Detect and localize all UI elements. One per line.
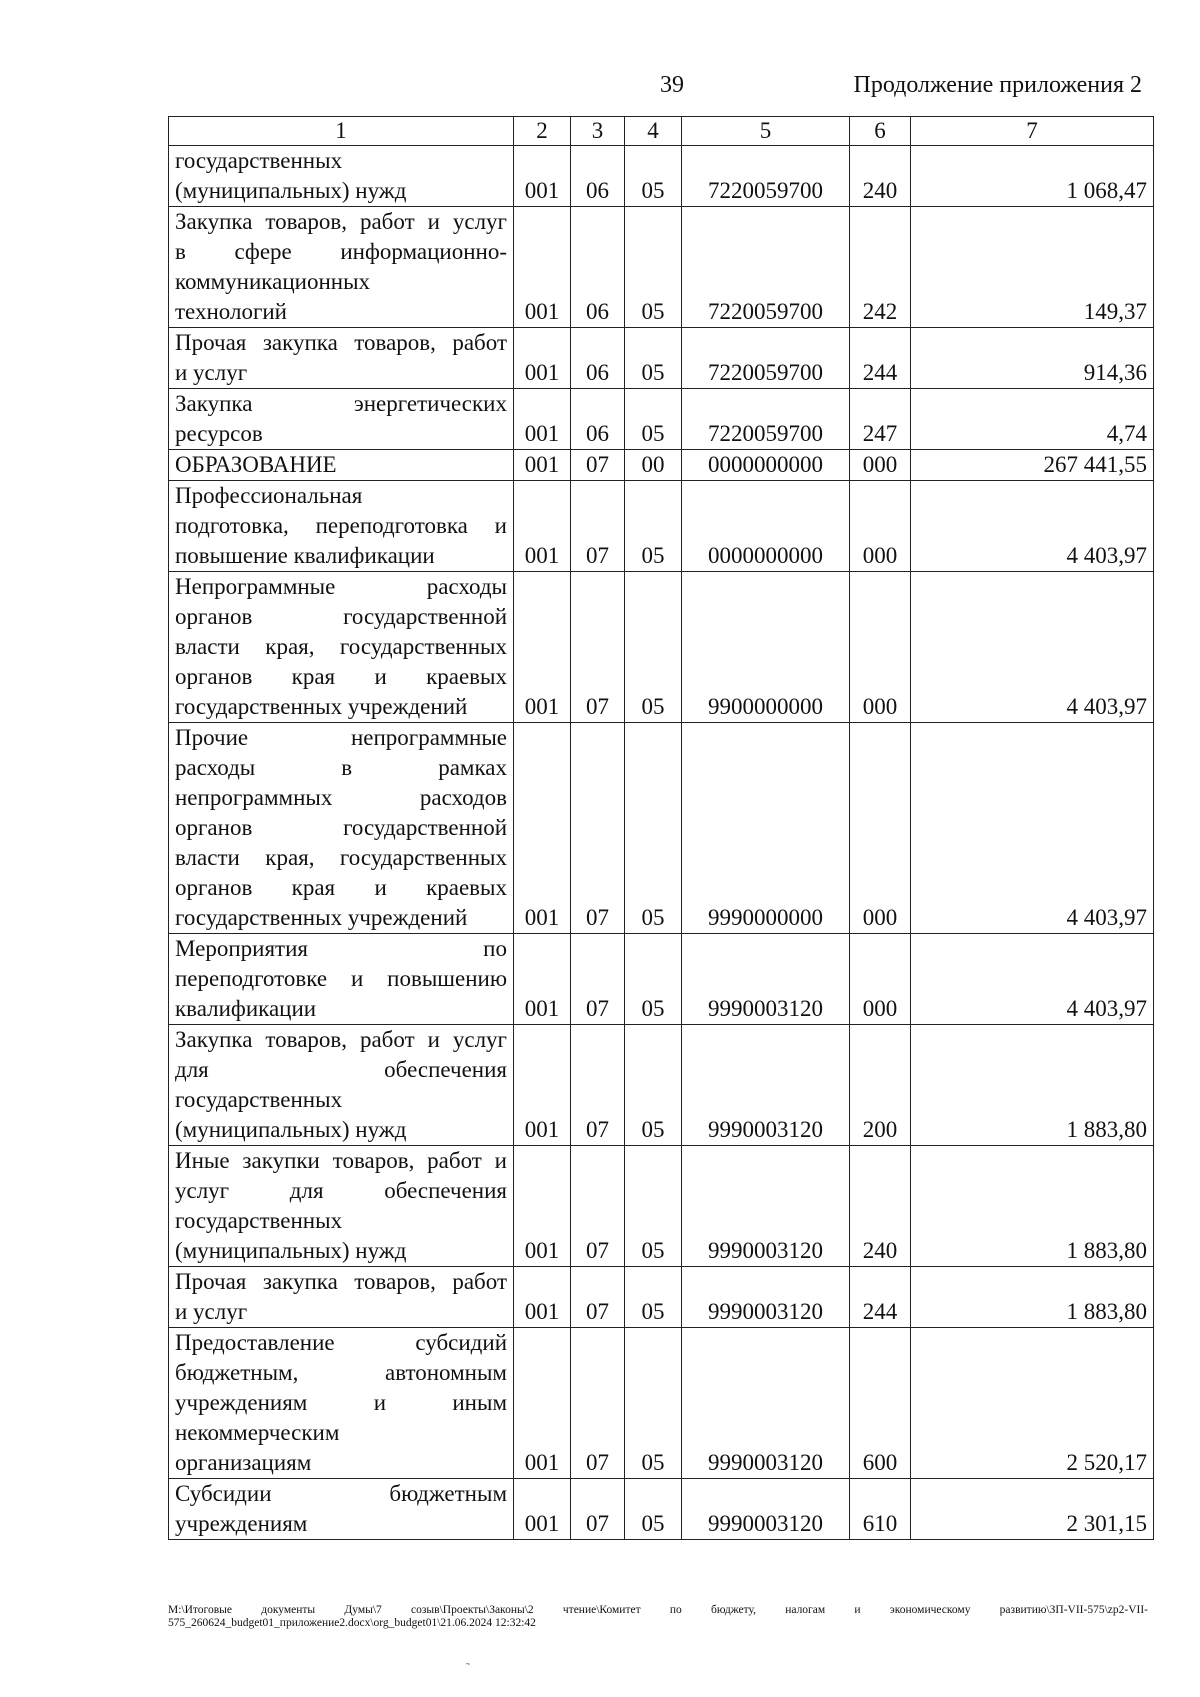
subsection-code: 00 — [625, 450, 682, 481]
section-code: 07 — [571, 934, 625, 1025]
target-article-code: 7220059700 — [682, 146, 850, 207]
target-article-code: 9990003120 — [682, 1479, 850, 1540]
amount: 267 441,55 — [911, 450, 1154, 481]
row-description — [169, 328, 514, 389]
description-line: Прочие непрограммные — [175, 725, 507, 750]
expense-type-code: 000 — [850, 934, 911, 1025]
row-description — [169, 934, 514, 1025]
table-row — [169, 934, 1154, 1025]
subsection-code: 05 — [625, 328, 682, 389]
scan-mark: ˜ — [466, 1660, 470, 1674]
subsection-code: 05 — [625, 934, 682, 1025]
column-header-6: 6 — [850, 117, 911, 146]
section-code: 06 — [571, 389, 625, 450]
column-header-7: 7 — [911, 117, 1154, 146]
description-line: и услуг — [175, 1299, 248, 1324]
row-description — [169, 450, 514, 481]
description-line: государственных — [175, 1208, 343, 1233]
description-line: Закупка товаров, работ и услуг — [175, 1027, 507, 1052]
description-line: некоммерческим — [175, 1420, 340, 1445]
description-line: Профессиональная — [175, 483, 363, 508]
description-line: Непрограммные расходы — [175, 574, 507, 599]
table-row — [169, 723, 1154, 934]
row-description — [169, 1267, 514, 1328]
section-code: 07 — [571, 723, 625, 934]
amount: 2 520,17 — [911, 1328, 1154, 1479]
row-description — [169, 481, 514, 572]
section-code: 06 — [571, 146, 625, 207]
description-line: органов края и краевых — [175, 875, 507, 900]
ministry-code: 001 — [514, 389, 571, 450]
ministry-code: 001 — [514, 934, 571, 1025]
row-description — [169, 1328, 514, 1479]
amount: 4 403,97 — [911, 572, 1154, 723]
table-row — [169, 389, 1154, 450]
expense-type-code: 244 — [850, 328, 911, 389]
amount: 1 883,80 — [911, 1025, 1154, 1146]
description-line: организациям — [175, 1450, 312, 1475]
description-line: технологий — [175, 299, 287, 324]
row-description — [169, 723, 514, 934]
target-article-code: 7220059700 — [682, 389, 850, 450]
description-line: Предоставление субсидий — [175, 1330, 507, 1355]
ministry-code: 001 — [514, 450, 571, 481]
expense-type-code: 247 — [850, 389, 911, 450]
description-line: в сфере информационно- — [175, 239, 507, 264]
ministry-code: 001 — [514, 1146, 571, 1267]
description-line: Закупка товаров, работ и услуг — [175, 209, 507, 234]
table-header-row — [169, 117, 1154, 146]
section-code: 07 — [571, 1479, 625, 1540]
target-article-code: 9990003120 — [682, 1267, 850, 1328]
description-line: власти края, государственных — [175, 634, 507, 659]
subsection-code: 05 — [625, 1025, 682, 1146]
table-row — [169, 207, 1154, 328]
table-row — [169, 481, 1154, 572]
expense-type-code: 200 — [850, 1025, 911, 1146]
subsection-code: 05 — [625, 146, 682, 207]
budget-table — [168, 116, 1154, 1540]
description-line: для обеспечения — [175, 1057, 507, 1082]
table-body — [169, 146, 1154, 1540]
expense-type-code: 000 — [850, 450, 911, 481]
column-header-2: 2 — [514, 117, 571, 146]
subsection-code: 05 — [625, 207, 682, 328]
description-line: государственных — [175, 148, 343, 173]
row-description — [169, 1025, 514, 1146]
description-line: услуг для обеспечения — [175, 1178, 507, 1203]
target-article-code: 0000000000 — [682, 450, 850, 481]
target-article-code: 9990003120 — [682, 934, 850, 1025]
amount: 4 403,97 — [911, 481, 1154, 572]
target-article-code: 9990000000 — [682, 723, 850, 934]
ministry-code: 001 — [514, 146, 571, 207]
description-line: переподготовке и повышению — [175, 966, 507, 991]
target-article-code: 7220059700 — [682, 328, 850, 389]
target-article-code: 9990003120 — [682, 1146, 850, 1267]
section-code: 07 — [571, 1025, 625, 1146]
subsection-code: 05 — [625, 1328, 682, 1479]
table-row — [169, 1267, 1154, 1328]
section-code: 06 — [571, 207, 625, 328]
section-code: 06 — [571, 328, 625, 389]
description-line: бюджетным, автономным — [175, 1360, 507, 1385]
table-row — [169, 1328, 1154, 1479]
ministry-code: 001 — [514, 1267, 571, 1328]
ministry-code: 001 — [514, 328, 571, 389]
target-article-code: 9990003120 — [682, 1025, 850, 1146]
expense-type-code: 244 — [850, 1267, 911, 1328]
expense-type-code: 000 — [850, 723, 911, 934]
description-line: Мероприятия по — [175, 936, 507, 961]
table-row — [169, 572, 1154, 723]
ministry-code: 001 — [514, 572, 571, 723]
amount: 2 301,15 — [911, 1479, 1154, 1540]
description-line: и услуг — [175, 360, 248, 385]
description-line: Закупка энергетических — [175, 391, 507, 416]
description-line: органов края и краевых — [175, 664, 507, 689]
ministry-code: 001 — [514, 207, 571, 328]
description-line: органов государственной — [175, 815, 507, 840]
document-file-path: М:\Итоговые документы Думы\7 созыв\Проекты\Законы\2 чтение\Комитет по бюджету, налогам и экономическому развитию\ЗП-VII-575\zp2-VII-575_260624_budget01_приложение2.docx\org_budget01\21.06.2024 12:32:42 — [168, 1604, 1148, 1629]
amount: 4,74 — [911, 389, 1154, 450]
description-line: квалификации — [175, 996, 317, 1021]
description-line: (муниципальных) нужд — [175, 178, 407, 203]
subsection-code: 05 — [625, 1267, 682, 1328]
subsection-code: 05 — [625, 389, 682, 450]
description-line: государственных учреждений — [175, 905, 468, 930]
description-line: органов государственной — [175, 604, 507, 629]
amount: 1 883,80 — [911, 1267, 1154, 1328]
ministry-code: 001 — [514, 481, 571, 572]
amount: 914,36 — [911, 328, 1154, 389]
amount: 1 068,47 — [911, 146, 1154, 207]
expense-type-code: 242 — [850, 207, 911, 328]
expense-type-code: 240 — [850, 1146, 911, 1267]
column-header-5: 5 — [682, 117, 850, 146]
expense-type-code: 000 — [850, 572, 911, 723]
table-row — [169, 1479, 1154, 1540]
row-description — [169, 389, 514, 450]
section-code: 07 — [571, 1146, 625, 1267]
description-line: расходы в рамках — [175, 755, 507, 780]
description-line: Иные закупки товаров, работ и — [175, 1148, 507, 1173]
description-line: коммуникационных — [175, 269, 371, 294]
table-row — [169, 146, 1154, 207]
section-code: 07 — [571, 572, 625, 723]
description-line: непрограммных расходов — [175, 785, 507, 810]
description-line: (муниципальных) нужд — [175, 1238, 407, 1263]
description-line: государственных учреждений — [175, 694, 468, 719]
ministry-code: 001 — [514, 723, 571, 934]
section-code: 07 — [571, 1267, 625, 1328]
target-article-code: 9900000000 — [682, 572, 850, 723]
target-article-code: 7220059700 — [682, 207, 850, 328]
table-row — [169, 1146, 1154, 1267]
target-article-code: 9990003120 — [682, 1328, 850, 1479]
subsection-code: 05 — [625, 572, 682, 723]
section-code: 07 — [571, 1328, 625, 1479]
description-line: учреждениям и иным — [175, 1390, 507, 1415]
expense-type-code: 610 — [850, 1479, 911, 1540]
row-description — [169, 1146, 514, 1267]
description-line: государственных — [175, 1087, 343, 1112]
amount: 149,37 — [911, 207, 1154, 328]
subsection-code: 05 — [625, 723, 682, 934]
column-header-4: 4 — [625, 117, 682, 146]
page-number: 39 — [660, 72, 684, 98]
row-description — [169, 207, 514, 328]
subsection-code: 05 — [625, 1479, 682, 1540]
expense-type-code: 000 — [850, 481, 911, 572]
description-line: власти края, государственных — [175, 845, 507, 870]
subsection-code: 05 — [625, 481, 682, 572]
amount: 1 883,80 — [911, 1146, 1154, 1267]
section-code: 07 — [571, 450, 625, 481]
table-row — [169, 450, 1154, 481]
column-header-3: 3 — [571, 117, 625, 146]
appendix-continuation-label: Продолжение приложения 2 — [853, 72, 1142, 98]
description-line: (муниципальных) нужд — [175, 1117, 407, 1142]
subsection-code: 05 — [625, 1146, 682, 1267]
section-code: 07 — [571, 481, 625, 572]
expense-type-code: 240 — [850, 146, 911, 207]
description-line: учреждениям — [175, 1511, 308, 1536]
amount: 4 403,97 — [911, 934, 1154, 1025]
table-row — [169, 1025, 1154, 1146]
ministry-code: 001 — [514, 1025, 571, 1146]
ministry-code: 001 — [514, 1328, 571, 1479]
description-line: ОБРАЗОВАНИЕ — [175, 452, 337, 477]
row-description — [169, 572, 514, 723]
description-line: подготовка, переподготовка и — [175, 513, 507, 538]
description-line: повышение квалификации — [175, 543, 435, 568]
ministry-code: 001 — [514, 1479, 571, 1540]
description-line: Прочая закупка товаров, работ — [175, 1269, 507, 1294]
column-header-1: 1 — [169, 117, 514, 146]
row-description — [169, 1479, 514, 1540]
row-description — [169, 146, 514, 207]
description-line: Субсидии бюджетным — [175, 1481, 507, 1506]
description-line: Прочая закупка товаров, работ — [175, 330, 507, 355]
target-article-code: 0000000000 — [682, 481, 850, 572]
expense-type-code: 600 — [850, 1328, 911, 1479]
amount: 4 403,97 — [911, 723, 1154, 934]
description-line: ресурсов — [175, 421, 263, 446]
table-row — [169, 328, 1154, 389]
